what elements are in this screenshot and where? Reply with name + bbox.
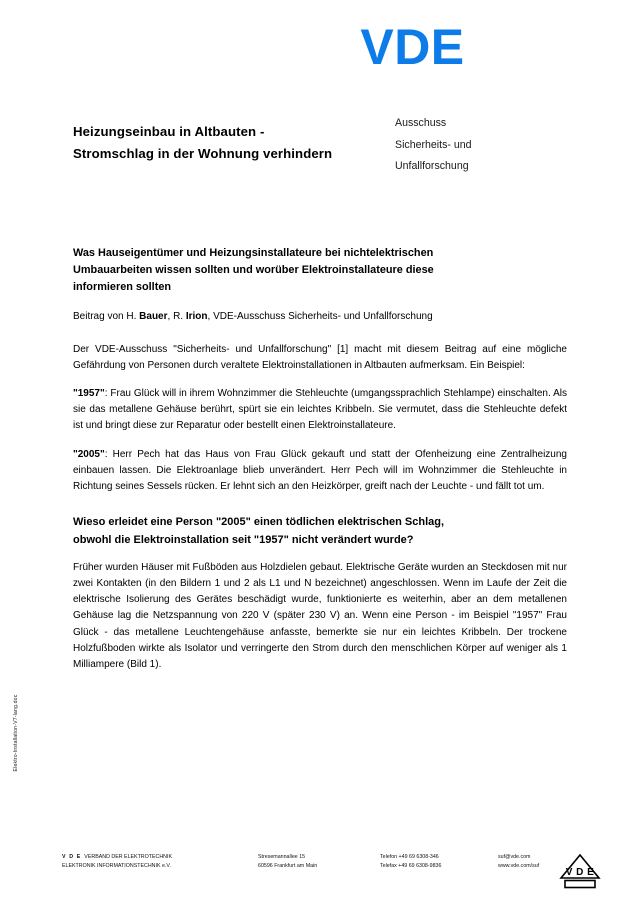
footer-telefon: Telefon +49 69 6308-346	[380, 854, 439, 860]
paragraph-section-body: Früher wurden Häuser mit Fußböden aus Holzdielen gebaut. Elektrische Geräte wurden an Steckdosen mit nur zwei Kontakten (in den Bildern 1 und 2 als L1 und N bezeichnet) angeschlossen. Wenn im Laufe der Zeit die elektrische Isolierung des Gerätes beschädigt wurde, funktionierte es weiterhin, aber an dem metallenen Gehäuse lag die Netzspannung von 220 V (später 230 V) an. Wenn eine Person - im Beispiel "1957" Frau Glück - das metallene Leuchtengehäuse anfasste, bemerkte sie nur ein leichtes Kribbeln. Der trockene Holzfußboden wirkte als Isolator und verringerte den Strom durch den menschlichen Körper auf weniger als 1 Milliampere (Bild 1).	[73, 561, 567, 670]
committee-line-3: Unfallforschung	[395, 160, 469, 173]
section-heading-line-2: obwohl die Elektroinstallation seit "1957" nicht verändert wurde?	[73, 533, 414, 546]
vde-logo-container	[0, 19, 640, 75]
committee-line-1: Ausschuss	[395, 117, 447, 129]
committee-block	[395, 112, 555, 178]
title-row	[73, 112, 573, 178]
lede-line-1: Was Hauseigentümer und Heizungsinstallateure bei nichtelektrischen	[73, 247, 434, 259]
footer-org-name-1: VERBAND DER ELEKTROTECHNIK	[84, 854, 173, 860]
lede-line-3: informieren sollten	[73, 281, 172, 294]
document-body	[73, 245, 567, 685]
byline-prefix: Beitrag von H.	[73, 310, 140, 322]
page-footer	[62, 853, 582, 871]
side-margin-filename: Elektro-Installation-V7-lang.doc	[13, 694, 19, 772]
footer-address-line-2: 60596 Frankfurt am Main	[258, 863, 318, 870]
footer-telephone	[380, 853, 498, 871]
footer-email[interactable]: suf@vde.com	[498, 854, 531, 860]
section-heading-line-1: Wieso erleidet eine Person "2005" einen tödlichen elektrischen Schlag,	[73, 516, 445, 529]
page-title-line-1: Heizungseinbau in Altbauten -	[73, 123, 265, 139]
footer-address	[258, 853, 380, 871]
vde-test-mark-logo	[558, 851, 602, 891]
byline-middle: , R.	[167, 310, 186, 322]
lede-heading	[73, 245, 567, 297]
byline-author-2: Irion	[185, 310, 208, 322]
case-2005-label: "2005"	[73, 448, 105, 460]
case-2005-text: : Herr Pech hat das Haus von Frau Glück gekauft und statt der Ofenheizung eine Zentralheizung einbauen lassen. Die Elektroanlage blieb unverändert. Herr Pech will im Wohnzimmer die Stehleuchte in Richtung seines Sessels rücken. Er lehnt sich an den Heizkörper, greift nach der Leuchte - und fällt tot um.	[73, 448, 567, 492]
byline-author-1: Bauer	[139, 310, 168, 322]
paragraph-case-2005	[73, 447, 567, 496]
case-1957-label: "1957"	[73, 388, 105, 400]
vde-logo: VDE	[360, 19, 465, 75]
footer-website[interactable]: www.vde.com/suf	[498, 863, 540, 870]
case-1957-text: : Frau Glück will in ihrem Wohnzimmer die Stehleuchte (umgangssprachlich Stehlampe) einschalten. Als sie das metallene Gehäuse berührt, spürt sie ein leichtes Kribbeln. Sie vermutet, dass die Stehleuchte defekt ist und bringt diese zur Reparatur oder bestellt einen Elektroinstallateure.	[73, 388, 567, 432]
committee-line-2: Sicherheits- und	[395, 138, 472, 151]
paragraph-intro: Der VDE-Ausschuss "Sicherheits- und Unfallforschung" [1] macht mit diesem Beitrag auf eine mögliche Gefährdung von Personen durch veraltete Elektroinstallationen in Altbauten aufmerksam. Ein Beispiel:	[73, 343, 567, 371]
byline-suffix: , VDE-Ausschuss Sicherheits- und Unfallforschung	[207, 310, 433, 322]
byline	[73, 309, 567, 324]
lede-line-2: Umbauarbeiten wissen sollten und worüber Elektroinstallateure diese	[73, 264, 434, 277]
footer-org-line-1	[62, 853, 258, 862]
paragraph-case-1957	[73, 386, 567, 435]
section-heading	[73, 514, 567, 550]
page-title-line-2: Stromschlag in der Wohnung verhindern	[73, 145, 333, 161]
svg-text:V D E: V D E	[565, 867, 595, 878]
footer-address-line-1: Stresemannallee 15	[258, 854, 306, 860]
vde-test-mark-icon	[558, 851, 602, 891]
footer-organization	[62, 853, 258, 871]
page-title	[73, 121, 395, 165]
footer-telefax: Telefax +49 69 6308-9836	[380, 863, 442, 870]
footer-vde-mark: V D E	[62, 854, 82, 860]
footer-org-line-2: ELEKTRONIK INFORMATIONSTECHNIK e.V.	[62, 863, 171, 870]
